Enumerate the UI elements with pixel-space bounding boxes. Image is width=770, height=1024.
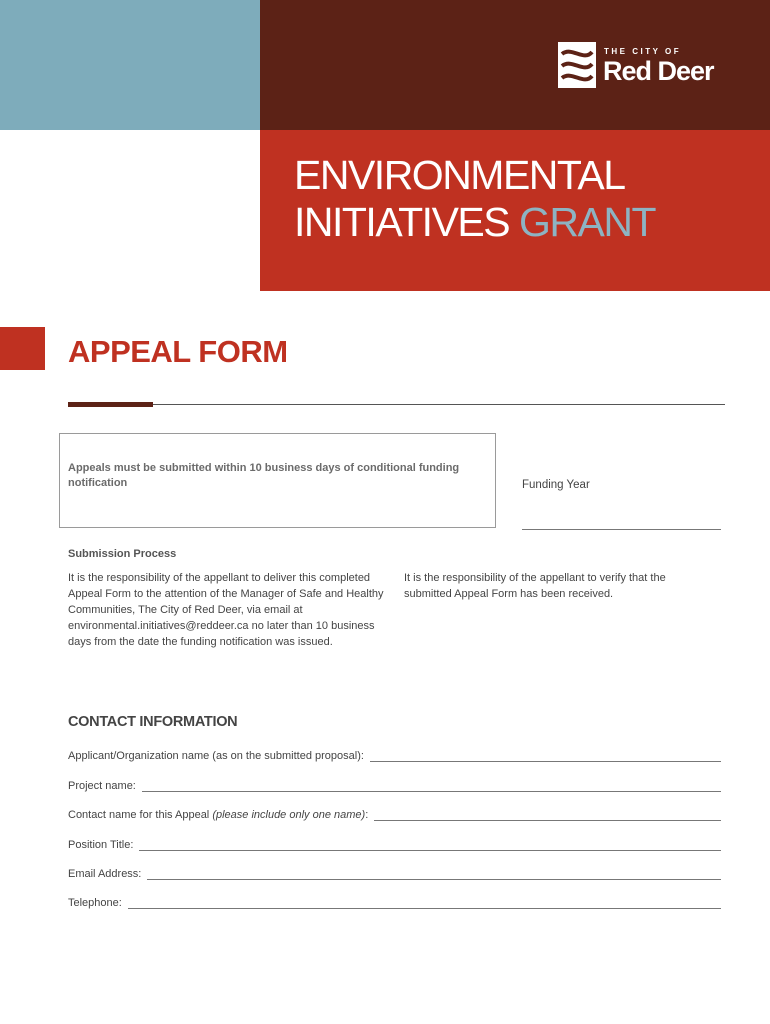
hero-title-line2 bbox=[294, 199, 754, 246]
funding-year-label: Funding Year bbox=[522, 479, 590, 491]
project-name-field[interactable] bbox=[142, 790, 721, 792]
divider-accent bbox=[68, 402, 153, 407]
submission-text-left: It is the responsibility of the appellant to deliver this completed Appeal Form to the attention of the Manager of Safe and Healthy Communities, The City of Red Deer, via email at environmental.initiatives@reddeer.ca no later than 10 business days from the date the funding notification was issued. bbox=[68, 572, 384, 648]
position-title-label: Position Title: bbox=[68, 839, 134, 851]
hero-title-grant: GRANT bbox=[519, 199, 656, 245]
position-title-row bbox=[68, 834, 721, 852]
red-deer-logo-icon bbox=[558, 42, 596, 88]
city-logo bbox=[558, 42, 728, 90]
deadline-notice-box bbox=[59, 433, 496, 528]
divider bbox=[68, 404, 725, 405]
applicant-name-label: Applicant/Organization name (as on the submitted proposal): bbox=[68, 750, 364, 762]
applicant-name-field[interactable] bbox=[370, 760, 721, 762]
submission-text-right: It is the responsibility of the appellant to verify that the submitted Appeal Form has been received. bbox=[404, 572, 666, 600]
telephone-label: Telephone: bbox=[68, 897, 122, 909]
telephone-row bbox=[68, 892, 721, 910]
email-field[interactable] bbox=[147, 878, 721, 880]
submission-heading: Submission Process bbox=[68, 548, 177, 560]
applicant-name-row bbox=[68, 745, 721, 763]
email-label: Email Address: bbox=[68, 868, 142, 880]
contact-heading: CONTACT INFORMATION bbox=[68, 714, 238, 730]
hero-title bbox=[294, 152, 754, 246]
position-title-field[interactable] bbox=[139, 849, 721, 851]
telephone-field[interactable] bbox=[128, 907, 721, 909]
project-name-label: Project name: bbox=[68, 780, 136, 792]
hero-title-line1: ENVIRONMENTAL bbox=[294, 152, 625, 198]
contact-name-colon: : bbox=[365, 809, 369, 821]
contact-name-row bbox=[68, 804, 721, 822]
header-teal-block bbox=[0, 0, 260, 130]
email-row bbox=[68, 863, 721, 881]
section-tab-marker bbox=[0, 327, 45, 370]
hero-title-initiatives: INITIATIVES bbox=[294, 199, 510, 245]
deadline-notice-text: Appeals must be submitted within 10 business days of conditional funding notification bbox=[68, 462, 460, 489]
contact-name-label bbox=[68, 808, 374, 822]
logo-red-deer-text: Red Deer bbox=[603, 56, 714, 86]
logo-city-of-text: THE CITY OF bbox=[604, 47, 682, 56]
page-title: APPEAL FORM bbox=[68, 334, 288, 369]
contact-name-label-main: Contact name for this Appeal bbox=[68, 809, 210, 821]
funding-year-field[interactable] bbox=[522, 529, 721, 530]
contact-name-note: (please include only one name) bbox=[212, 809, 366, 821]
contact-name-field[interactable] bbox=[374, 819, 721, 821]
project-name-row bbox=[68, 775, 721, 793]
